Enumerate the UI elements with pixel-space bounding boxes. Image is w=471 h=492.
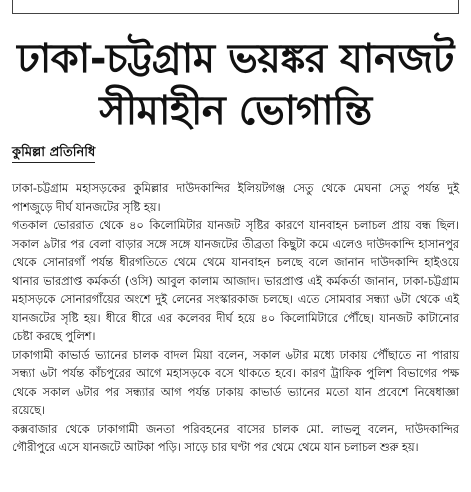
headline bbox=[0, 33, 471, 137]
article-body bbox=[12, 180, 459, 458]
previous-article-box bbox=[12, 0, 459, 14]
article-paragraph: গতকাল ভোররাত থেকে ৪০ কিলোমিটার যানজট সৃষ্টির কারণে যানবাহন চলাচল প্রায় বন্ধ ছিল। সকাল ৯টার পর বেলা বাড়ার সঙ্গে সঙ্গে যানজটের তীব্রতা কিছুটা কমে এলেও দাউদকান্দি হাসানপুর থেকে সোনারগাঁ পর্যন্ত ধীরগতিতে থেমে থেমে যানবাহন চলছে বলে জানান দাউদকান্দি হাইওয়ে থানার ভারপ্রাপ্ত কর্মকর্তা (ওসি) আবুল কালাম আজাদ। ভারপ্রাপ্ত এই কর্মকর্তা জানান, ঢাকা-চট্টগ্রাম মহাসড়কে সোনারগাঁয়ের অংশে দুই লেনের সংস্কারকাজ চলছে। এতে সোমবার সন্ধ্যা ৬টা থেকে এই যানজটের সৃষ্টি হয়। ধীরে ধীরে এর কলেবর দীর্ঘ হয়ে ৪০ কিলোমিটারে পৌঁছে। যানজট কাটানোর চেষ্টা করছে পুলিশ। bbox=[12, 219, 459, 343]
article-paragraph: ঢাকা-চট্টগ্রাম মহাসড়কের কুমিল্লার দাউদকান্দির ইলিয়টগঞ্জ সেতু থেকে মেঘনা সেতু পর্যন্ত দুই পাশজুড়ে দীর্ঘ যানজটের সৃষ্টি হয়। bbox=[12, 182, 459, 214]
headline-line-1: ঢাকা-চট্টগ্রাম ভয়ঙ্কর যানজট bbox=[17, 36, 454, 82]
byline: কুমিল্লা প্রতিনিধি bbox=[12, 145, 95, 163]
headline-line-2: সীমাহীন ভোগান্তি bbox=[99, 88, 372, 134]
article-paragraph: কক্সবাজার থেকে ঢাকাগামী জনতা পরিবহনের বাসের চালক মো. লাভলু বলেন, দাউদকান্দির গৌরীপুরে এসে যানজটে আটকা পড়ি। সাড়ে চার ঘণ্টা পর থেমে থেমে যান চলাচল শুরু হয়। bbox=[12, 422, 459, 454]
article-paragraph: ঢাকাগামী কাভার্ড ভ্যানের চালক বাদল মিয়া বলেন, সকাল ৬টার মধ্যে ঢাকায় পৌঁছাতে না পারায় সন্ধ্যা ৬টা পর্যন্ত কাঁচপুরের আগে মহাসড়কে বসে থাকতে হবে। কারণ ট্রাফিক পুলিশ বিভাগের পক্ষ থেকে সকাল ৬টার পর সন্ধ্যার আগ পর্যন্ত ঢাকায় কাভার্ড ভ্যানের মতো যান প্রবেশে নিষেধাজ্ঞা রয়েছে। bbox=[12, 348, 459, 417]
